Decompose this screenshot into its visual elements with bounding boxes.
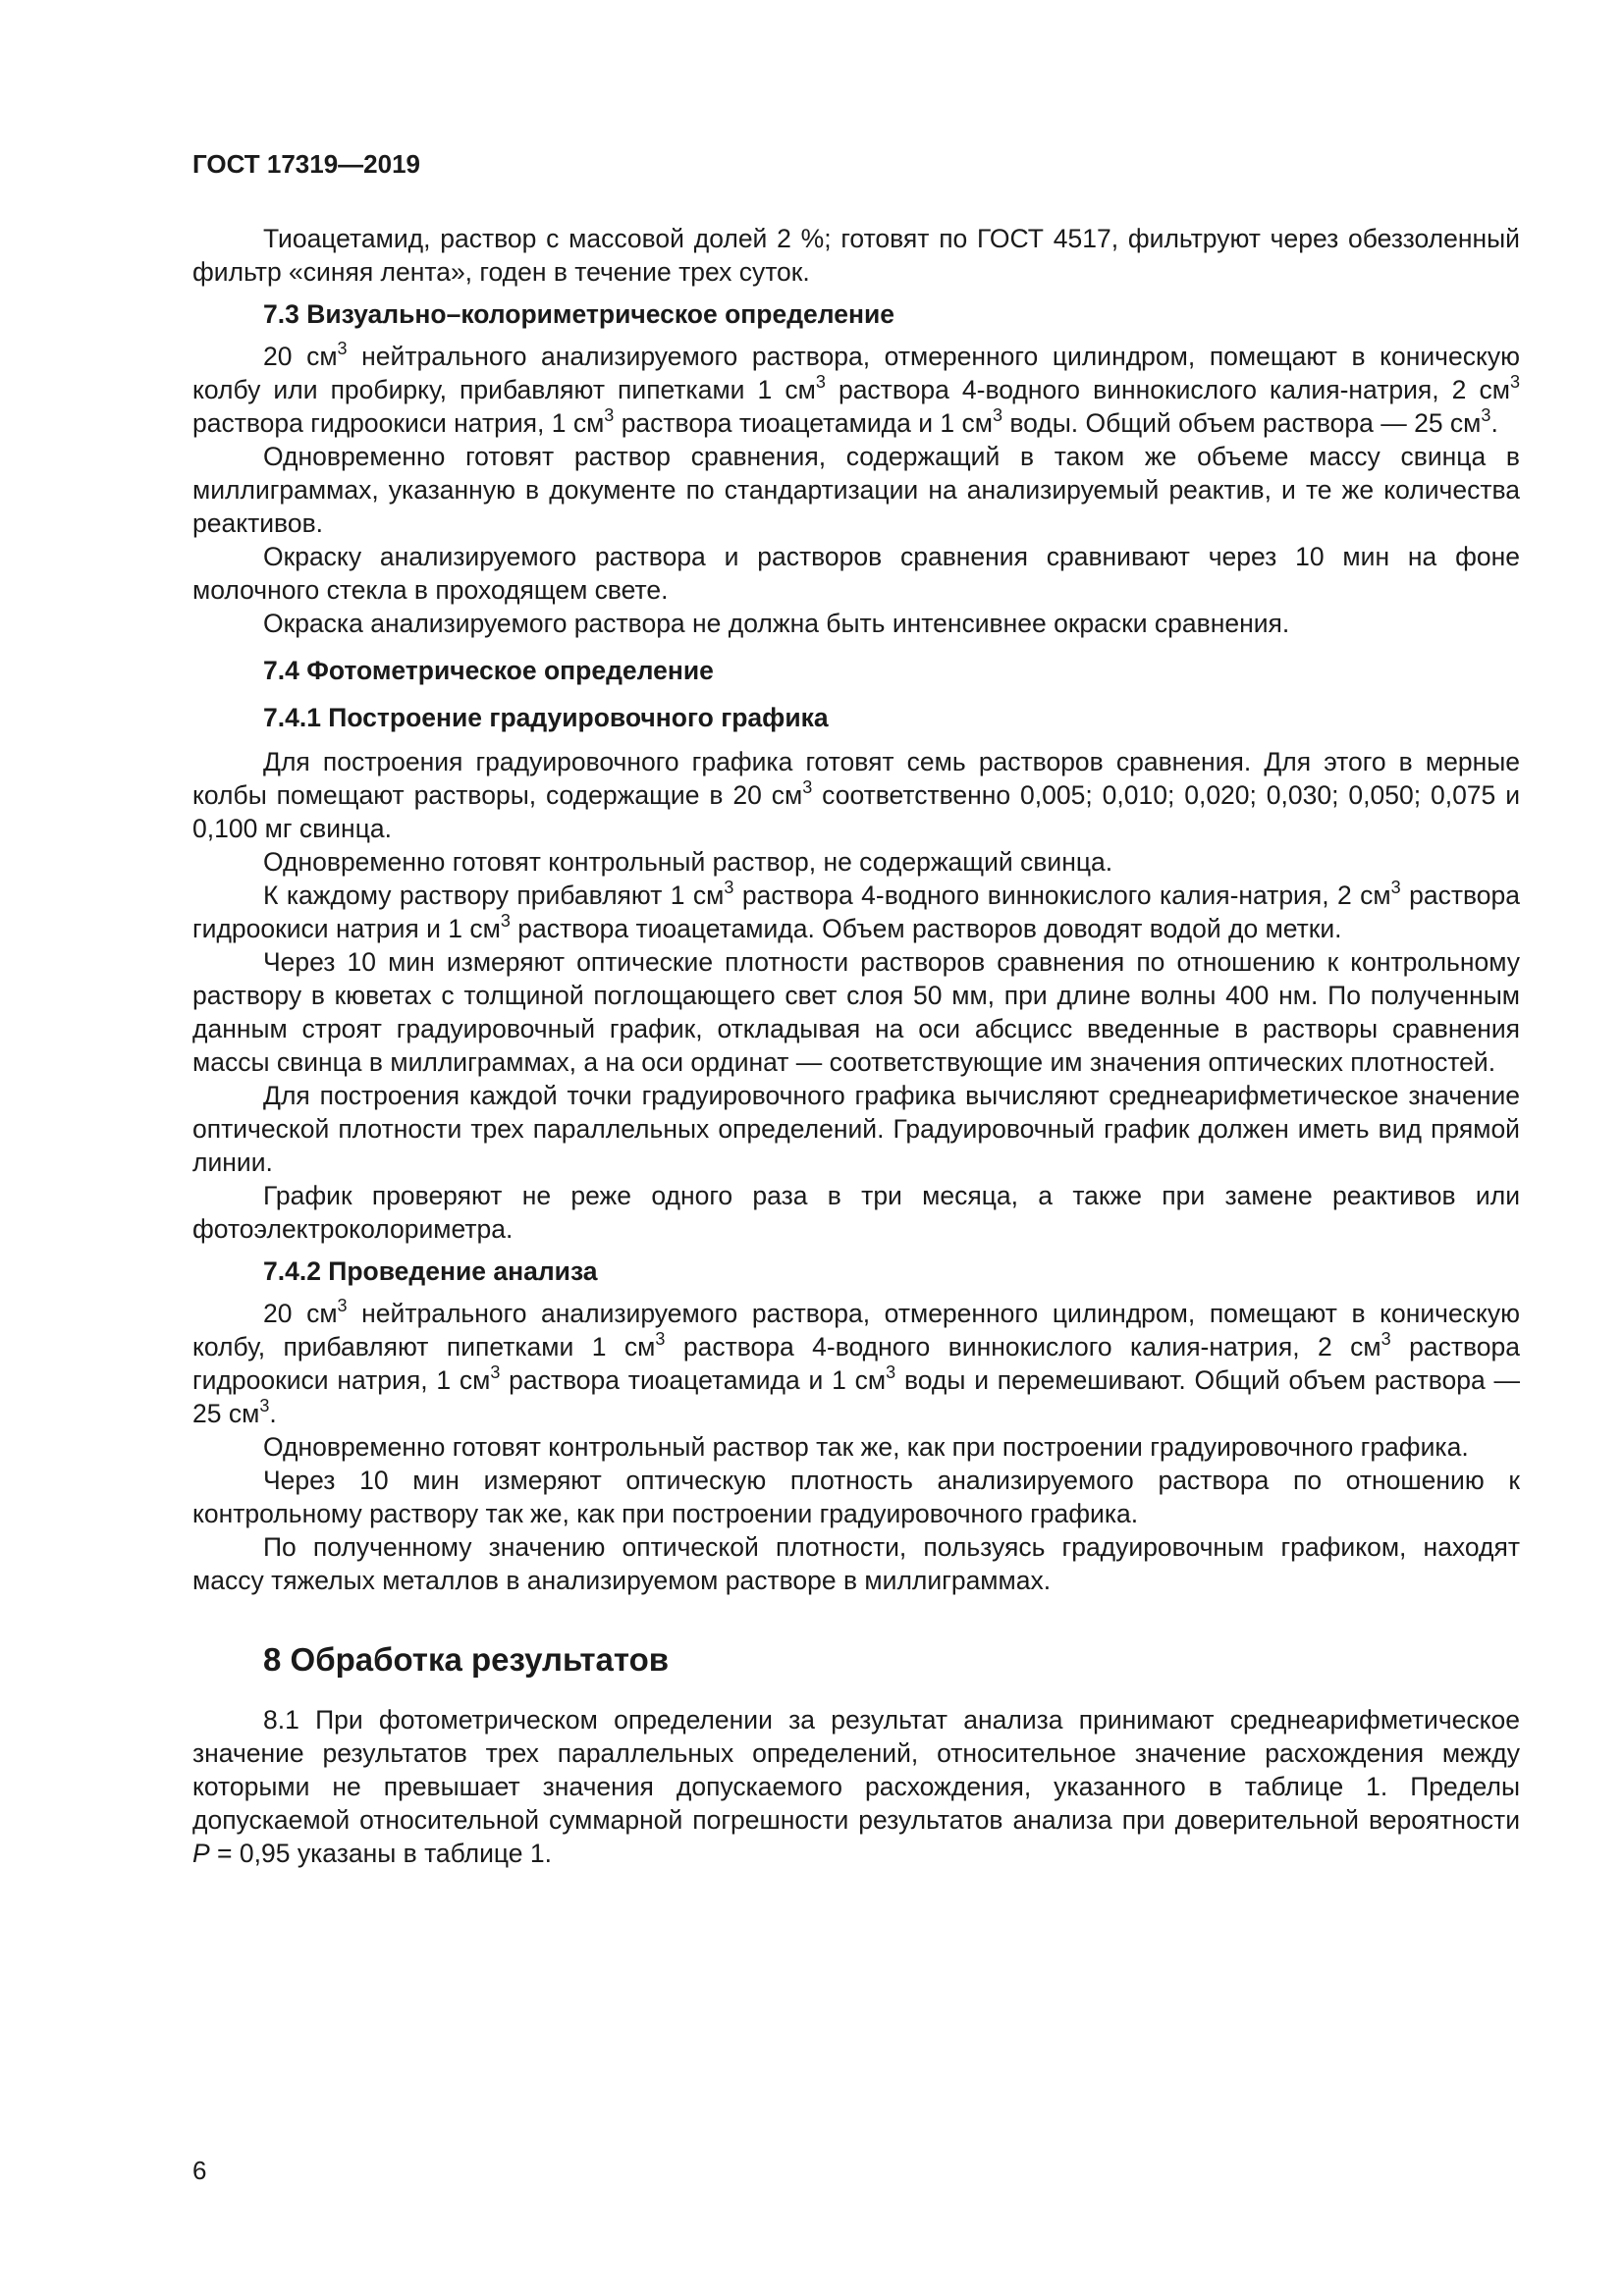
paragraph-7-4-2-procedure: 20 $см^3$ нейтрального анализируемого раствора, отмеренного цилиндром, помещают в коническую колбу, прибавляют пипетками 1 $см^3$ раствора 4-водного виннокислого калия-натрия, 2 $см^3$ раствора гидроокиси натрия, 1 $см^3$ раствора тиоацетамида и 1 $см^3$ воды и перемешивают. Общий объем раствора — 25 $см^3$. xyxy=(192,1295,1520,1428)
paragraph-7-4-1-check: График проверяют не реже одного раза в три месяца, а также при замене реактивов или фотоэлектроколориметра. xyxy=(192,1181,1520,1244)
paragraph-7-4-1-control: Одновременно готовят контрольный раствор, не содержащий свинца. xyxy=(263,847,1113,877)
paragraph-7-4-2-measure: Через 10 мин измеряют оптическую плотность анализируемого раствора по отношению к контрольному раствору так же, как при построении градуировочного графика. xyxy=(192,1466,1520,1528)
page-number: 6 xyxy=(192,2156,207,2185)
paragraph-7-4-1-solutions: Для построения градуировочного графика готовят семь растворов сравнения. Для этого в мерные колбы помещают растворы, содержащие в 20 $см^3$ соответственно 0,005; 0,010; 0,020; 0,030; 0,050; 0,075 и 0,100 мг свинца. xyxy=(192,747,1520,843)
paragraph-7-4-2-control: Одновременно готовят контрольный раствор так же, как при построении градуировочного графика. xyxy=(263,1432,1469,1462)
paragraph-7-3-reference: Одновременно готовят раствор сравнения, содержащий в таком же объеме массу свинца в миллиграммах, указанную в документе по стандартизации на анализируемый реактив, и те же количества реактивов. xyxy=(192,442,1520,538)
section-8-heading: 8 Обработка результатов xyxy=(263,1641,670,1678)
paragraph-7-4-1-measure: Через 10 мин измеряют оптические плотности растворов сравнения по отношению к контрольному раствору в кюветах с толщиной поглощающего свет слоя 50 мм, при длине волны 400 нм. По полученным данным строят градуировочный график, откладывая на оси абсцисс введенные в растворы сравнения массы свинца в миллиграммах, а на оси ординат — соответствующие им значения оптических плотностей. xyxy=(192,947,1520,1077)
document-page xyxy=(192,147,1520,1870)
paragraph-8-1: 8.1 При фотометрическом определении за результат анализа принимают среднеарифметическое значение результатов трех параллельных определений, относительное значение расхождения между которыми не превышает значения допускаемого расхождения, указанного в таблице 1. Пределы допускаемой относительной суммарной погрешности результатов анализа при доверительной вероятности P = 0,95 указаны в таблице 1. xyxy=(192,1705,1520,1868)
paragraph-7-3-compare: Окраску анализируемого раствора и растворов сравнения сравнивают через 10 мин на фоне молочного стекла в проходящем свете. xyxy=(192,542,1520,605)
paragraph-7-4-1-reagents: К каждому раствору прибавляют 1 $см^3$ раствора 4-водного виннокислого калия-натрия, 2 $см^3$ раствора гидроокиси натрия и 1 $см^3$ раствора тиоацетамида. Объем растворов доводят водой до метки. xyxy=(192,877,1520,943)
paragraph-7-3-procedure: 20 $см^3$ нейтрального анализируемого раствора, отмеренного цилиндром, помещают в коническую колбу или пробирку, прибавляют пипетками 1 $см^3$ раствора 4-водного виннокислого калия-натрия, 2 $см^3$ раствора гидроокиси натрия, 1 $см^3$ раствора тиоацетамида и 1 $см^3$ воды. Общий объем раствора — 25 $см^3$. xyxy=(192,338,1520,438)
paragraph-7-3-limit: Окраска анализируемого раствора не должна быть интенсивнее окраски сравнения. xyxy=(263,609,1290,638)
document-header: ГОСТ 17319—2019 xyxy=(192,149,420,179)
paragraph-7-4-1-points: Для построения каждой точки градуировочного графика вычисляют среднеарифметическое значение оптической плотности трех параллельных определений. Градуировочный график должен иметь вид прямой линии. xyxy=(192,1081,1520,1177)
section-7-4-heading: 7.4 Фотометрическое определение xyxy=(263,656,714,685)
section-7-3-heading: 7.3 Визуально–колориметрическое определение xyxy=(263,299,895,329)
paragraph-thioacetamide: Тиоацетамид, раствор с массовой долей 2 %; готовят по ГОСТ 4517, фильтруют через обеззоленный фильтр «синяя лента», годен в течение трех суток. xyxy=(192,224,1520,287)
section-7-4-1-heading: 7.4.1 Построение градуировочного графика xyxy=(263,703,829,732)
paragraph-7-4-2-result: По полученному значению оптической плотности, пользуясь градуировочным графиком, находят массу тяжелых металлов в анализируемом растворе в миллиграммах. xyxy=(192,1532,1520,1595)
section-7-4-2-heading: 7.4.2 Проведение анализа xyxy=(263,1256,598,1286)
